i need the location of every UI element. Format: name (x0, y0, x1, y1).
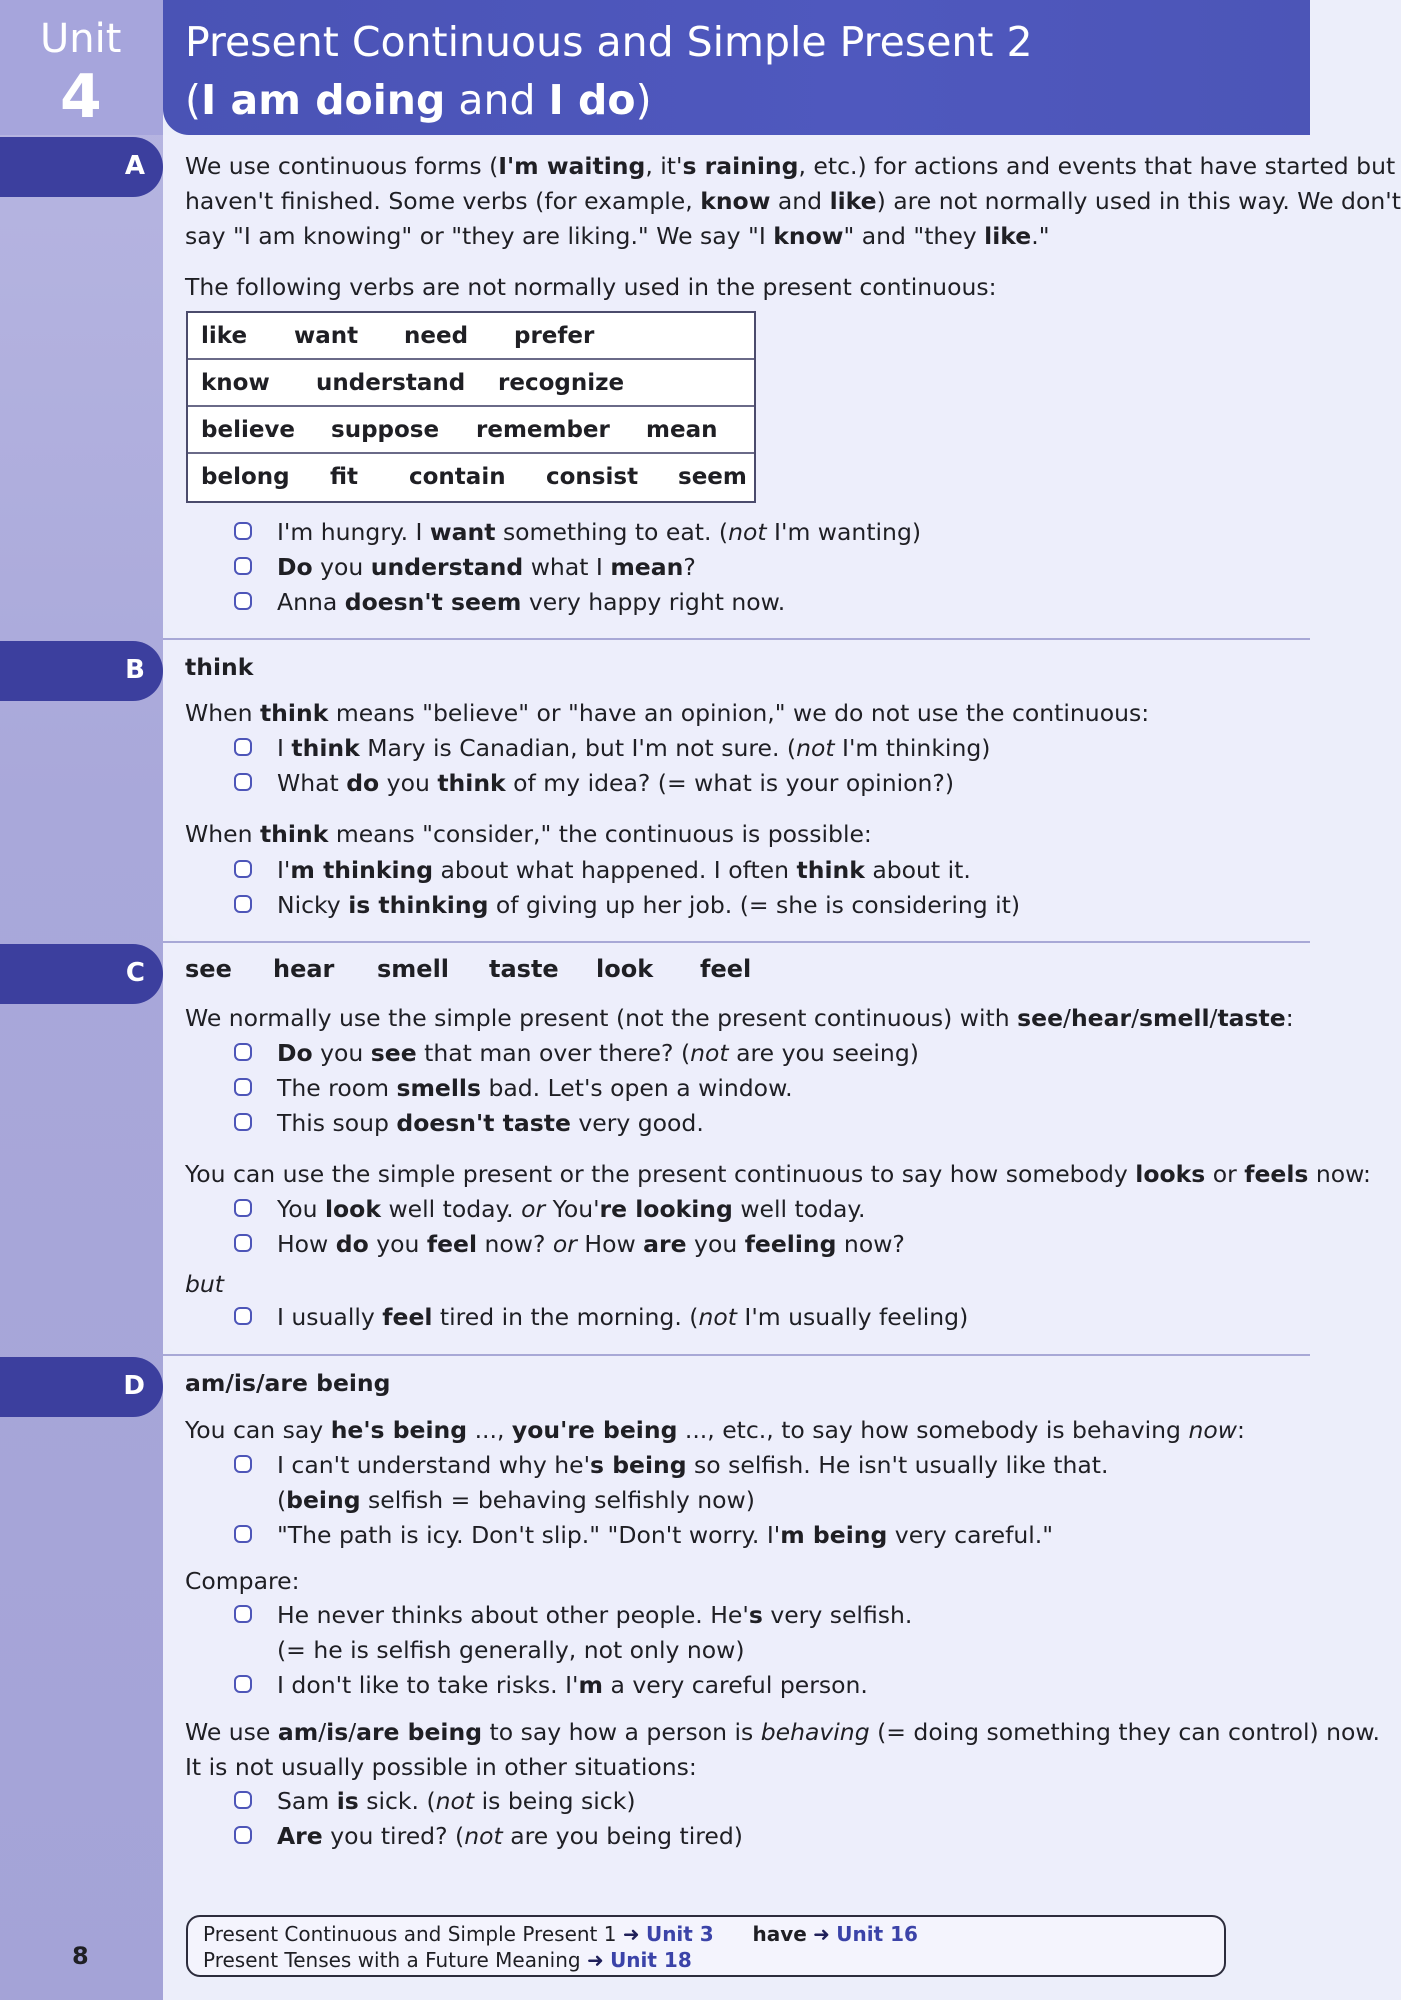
cross-ref-text: Present Continuous and Simple Present 1 (203, 1922, 617, 1946)
title-and: and (445, 76, 549, 124)
stative-verb-table (186, 311, 756, 503)
title-i-am-doing: I am doing (201, 76, 446, 124)
example-sentence: I usually feel tired in the morning. (not I'm usually feeling) (277, 1303, 969, 1331)
bullet-icon (234, 738, 252, 756)
bullet-icon (234, 1525, 252, 1543)
section-d-intro: You can say he's being ..., you're being ..., etc., to say how somebody is behaving now: (185, 1416, 1245, 1444)
bullet-icon (234, 1307, 252, 1325)
bullet-icon (234, 1078, 252, 1096)
bullet-icon (234, 1043, 252, 1061)
bullet-icon (234, 895, 252, 913)
section-divider (163, 1354, 1310, 1356)
verb-table-intro: The following verbs are not normally used in the present continuous: (185, 273, 997, 301)
section-d-heading: am/is/are being (185, 1369, 391, 1397)
cross-ref-text: have (752, 1922, 807, 1946)
bullet-icon (234, 1791, 252, 1809)
example-sentence: What do you think of my idea? (= what is your opinion?) (277, 769, 955, 797)
verb-cell: seem (678, 464, 747, 490)
page-title-line2 (185, 76, 652, 124)
section-c-heading-word: feel (700, 955, 752, 983)
bullet-icon (234, 860, 252, 878)
verb-cell: remember (476, 417, 610, 443)
example-sentence: Are you tired? (not are you being tired) (277, 1822, 743, 1850)
example-sentence: Nicky is thinking of giving up her job. (= she is considering it) (277, 891, 1021, 919)
arrow-right-icon: ➜ (813, 1922, 830, 1946)
verb-row (188, 407, 754, 454)
section-d-intro: We use am/is/are being to say how a person is behaving (= doing something they can control) now. (185, 1718, 1380, 1746)
title-i-do: I do (548, 76, 636, 124)
verb-row (188, 454, 754, 501)
page-title-line1: Present Continuous and Simple Present 2 (185, 18, 1033, 66)
bullet-icon (234, 1455, 252, 1473)
bullet-icon (234, 1199, 252, 1217)
page-number: 8 (72, 1942, 89, 1970)
bullet-icon (234, 522, 252, 540)
unit-link[interactable]: Unit 3 (645, 1922, 714, 1946)
bullet-icon (234, 1605, 252, 1623)
title-banner (163, 0, 1310, 135)
example-sentence: "The path is icy. Don't slip." "Don't worry. I'm being very careful." (277, 1521, 1054, 1549)
section-tab-d (0, 1357, 163, 1417)
unit-link[interactable]: Unit 18 (610, 1948, 692, 1972)
cross-reference-line (203, 1948, 692, 1972)
title-paren-open: ( (185, 76, 201, 124)
verb-cell: know (201, 370, 270, 396)
title-paren-close: ) (635, 76, 652, 124)
example-sentence: I can't understand why he's being so selfish. He isn't usually like that. (277, 1451, 1109, 1479)
section-a-para-line: haven't finished. Some verbs (for example, know and like) are not normally used in this way. We don't (185, 187, 1401, 215)
cross-ref-text: Present Tenses with a Future Meaning (203, 1948, 581, 1972)
bullet-icon (234, 773, 252, 791)
arrow-right-icon: ➜ (622, 1922, 640, 1946)
unit-link[interactable]: Unit 16 (836, 1922, 918, 1946)
section-c-heading-word: taste (489, 955, 559, 983)
section-tab-c (0, 944, 163, 1004)
verb-cell: consist (546, 464, 639, 490)
verb-cell: suppose (331, 417, 440, 443)
section-divider (163, 638, 1310, 640)
compare-label: Compare: (185, 1567, 300, 1595)
verb-cell: mean (646, 417, 718, 443)
arrow-right-icon: ➜ (586, 1948, 604, 1972)
section-c-intro: We normally use the simple present (not the present continuous) with see/hear/smell/taste: (185, 1004, 1294, 1032)
verb-cell: need (404, 323, 469, 349)
section-c-intro: You can use the simple present or the present continuous to say how somebody looks or feels now: (185, 1160, 1371, 1188)
section-tab-b (0, 641, 163, 701)
example-sentence: How do you feel now? or How are you feeling now? (277, 1230, 905, 1258)
section-c-heading-word: see (185, 955, 232, 983)
section-a-para-line: say "I am knowing" or "they are liking." We say "I know" and "they like." (185, 222, 1050, 250)
but-label: but (185, 1270, 225, 1298)
verb-cell: believe (201, 417, 296, 443)
verb-cell: want (294, 323, 359, 349)
verb-cell: recognize (498, 370, 625, 396)
example-sentence: I'm hungry. I want something to eat. (not I'm wanting) (277, 518, 922, 546)
verb-cell: understand (316, 370, 466, 396)
section-c-heading-word: look (596, 955, 654, 983)
section-a-para-line: We use continuous forms (I'm waiting, it's raining, etc.) for actions and events that have started but (185, 152, 1396, 180)
section-d-intro: It is not usually possible in other situations: (185, 1753, 697, 1781)
section-divider (163, 941, 1310, 943)
unit-word: Unit (40, 16, 122, 62)
section-b-intro: When think means "consider," the continuous is possible: (185, 820, 872, 848)
example-sentence: (being selfish = behaving selfishly now) (277, 1486, 755, 1514)
verb-cell: belong (201, 464, 290, 490)
verb-row (188, 313, 754, 360)
verb-cell: fit (330, 464, 359, 490)
verb-cell: contain (409, 464, 506, 490)
unit-number: 4 (60, 62, 102, 132)
example-sentence: I don't like to take risks. I'm a very careful person. (277, 1671, 868, 1699)
example-sentence: (= he is selfish generally, not only now) (277, 1636, 745, 1664)
section-b-intro: When think means "believe" or "have an opinion," we do not use the continuous: (185, 699, 1150, 727)
bullet-icon (234, 1826, 252, 1844)
verb-cell: like (201, 323, 248, 349)
example-sentence: I'm thinking about what happened. I often think about it. (277, 856, 971, 884)
unit-label (0, 0, 163, 135)
section-tab-a (0, 137, 163, 197)
cross-reference-box (186, 1915, 1226, 1977)
example-sentence: You look well today. or You're looking well today. (277, 1195, 866, 1223)
section-letter: B (125, 655, 145, 685)
verb-row (188, 360, 754, 407)
example-sentence: I think Mary is Canadian, but I'm not sure. (not I'm thinking) (277, 734, 991, 762)
section-c-heading-word: hear (273, 955, 335, 983)
example-sentence: This soup doesn't taste very good. (277, 1109, 704, 1137)
example-sentence: Anna doesn't seem very happy right now. (277, 588, 786, 616)
example-sentence: The room smells bad. Let's open a window. (277, 1074, 793, 1102)
verb-cell: prefer (514, 323, 595, 349)
bullet-icon (234, 1675, 252, 1693)
example-sentence: He never thinks about other people. He's very selfish. (277, 1601, 913, 1629)
section-letter: D (123, 1371, 145, 1401)
example-sentence: Do you see that man over there? (not are you seeing) (277, 1039, 919, 1067)
bullet-icon (234, 1113, 252, 1131)
section-letter: A (124, 151, 145, 181)
cross-reference-line (203, 1922, 918, 1946)
bullet-icon (234, 557, 252, 575)
example-sentence: Sam is sick. (not is being sick) (277, 1787, 636, 1815)
section-c-heading-word: smell (377, 955, 450, 983)
example-sentence: Do you understand what I mean? (277, 553, 696, 581)
section-letter: C (125, 958, 145, 988)
bullet-icon (234, 592, 252, 610)
bullet-icon (234, 1234, 252, 1252)
section-b-heading: think (185, 653, 254, 681)
